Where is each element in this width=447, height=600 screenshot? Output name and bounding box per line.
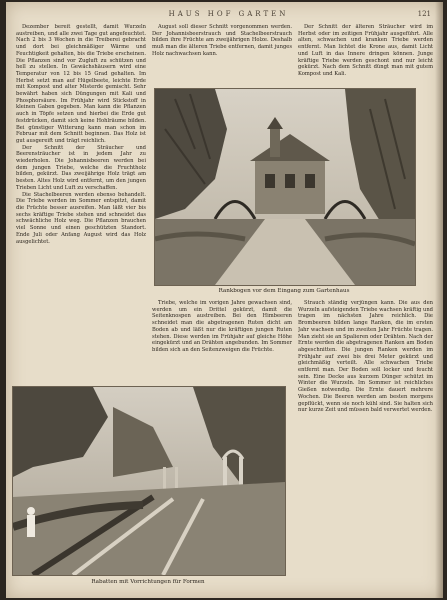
paragraph: Der Schnitt der Sträucher und Beerensträucher ist in jedem Jahr zu wiederholen. Die Johannisbeeren werden bei dem jungen Triebe, welche die Fruchtholz bilden, gekürzt. Das zweijährige Holz trägt am besten. Altes Holz wird entfernt, um den jungen Trieben Licht und Luft zu verschaffen. [16,144,146,191]
column-2-bottom-text [152,300,292,390]
paragraph: Der Schnitt der älteren Sträucher wird im Herbst oder im zeitigen Frühjahr ausgeführt. Alle alten, schwachen und kranken Triebe werden entfernt. Man lichtet die Krone aus, damit Licht und Luft in das Innere dringen können. Junge kräftige Triebe werden geschont und nur leicht gekürzt. Nach dem Schnitt düngt man mit gutem Kompost und Kali. [298,24,433,77]
garden-house-photo [154,88,416,286]
page-number: 121 [417,10,431,18]
paragraph: Strauch ständig verjüngen kann. Die aus den Wurzeln aufsteigenden Triebe wachsen kräftig und tragen im nächsten Jahre reichlich. Die Brombeeren bilden lange Ranken, die im ersten Jahr wachsen und im zweiten Jahr Früchte tragen. Man zieht sie an Spalieren oder Drähten. Nach der Ernte werden die abgetragenen Ranken am Boden abgeschnitten. Die jungen Ranken werden im Frühjahr auf zwei bis drei Meter gekürzt und gleichmäßig verteilt. Alle schwachen Triebe entfernt man. Der Boden soll locker und feucht sein. Eine Decke aus kurzem Dünger schützt im Winter die Wurzeln. Im Sommer ist reichliches Gießen notwendig. Die Ernte dauert mehrere Wochen. Die Beeren werden am besten morgens gepflückt, wenn sie noch kühl sind. Sie halten sich nur kurze Zeit und müssen bald verwertet werden. [298,300,433,414]
top-photo-caption: Rankbogen vor dem Eingang zum Gartenhaus [218,288,350,294]
paragraph: August soll dieser Schnitt vorgenommen werden. Der Johannisbeerstrauch und Stachelbeerstrauch bilden ihre Früchte am zweijährigen Holze. Deshalb muß man die älteren Triebe entfernen, damit junges Holz nachwachsen kann. [152,24,292,57]
garden-beds-photo [12,386,286,576]
column-3-bottom-text [298,300,433,590]
garden-beds-illustration [13,387,285,575]
paragraph: Dezember bereit gestellt, damit Wurzeln austreiben, und alle zwei Tage gut angefeuchtet. Nach 2 bis 3 Wochen in die Treiberei gebracht und dort bei gleichmäßiger Wärme und Feuchtigkeit gehalten, bis die Triebe erscheinen. Die Pflanzen sind vor Zugluft zu schützen und hell zu stellen. In Gewächshäusern wird eine Temperatur von 12 bis 15 Grad gehalten. Im Herbst setzt man auf Hügelbeete, leichte Erde mit Kompost und alter Misterde gemischt. Sehr bewährt haben sich Düngungen mit Kali und Phosphorsäure. Im Frühjahr wird Stickstoff in kleinen Gaben gegeben. Man kann die Pflanzen auch in Töpfe setzen und hierbei die Erde gut festdrücken, damit sich keine Hohlräume bilden. Bei günstiger Witterung kann man schon im Februar mit dem Schnitt beginnen. Das Holz ist gut ausgereift und trägt reichlich. [16,24,146,144]
running-header [26,10,431,22]
header-title: HAUS HOF GARTEN [168,10,289,18]
column-1-text [16,24,146,399]
column-2-top-text [152,24,292,84]
paragraph: Die Stachelbeeren werden ebenso behandelt. Die Triebe werden im Sommer entspitzt, damit die Früchte besser ausreifen. Man läßt vier bis sechs kräftige Triebe stehen und schneidet das schwächliche Holz weg. Die Pflanzen brauchen viel Sonne und einen geschützten Standort. Ende Juli oder Anfang August wird das Holz ausgelichtet. [16,191,146,245]
bottom-photo-caption: Rabatten mit Vorrichtungen für Formen [91,579,205,585]
paragraph: Triebe, welche im vorigen Jahre gewachsen sind, werden um ein Drittel gekürzt, damit die Seitenknospen austreiben. Bei den Himbeeren schneidet man die abgetragenen Ruten dicht am Boden ab und läßt nur die kräftigen jungen Ruten stehen. Diese werden im Frühjahr auf gleiche Höhe eingekürzt und an Drähten angebunden. Im Sommer bilden sich an den Seitenzweigen die Früchte. [152,300,292,353]
magazine-page [6,2,443,598]
page-fold-shadow [435,2,443,598]
garden-house-illustration [155,89,415,285]
column-3-top-text [298,24,433,84]
